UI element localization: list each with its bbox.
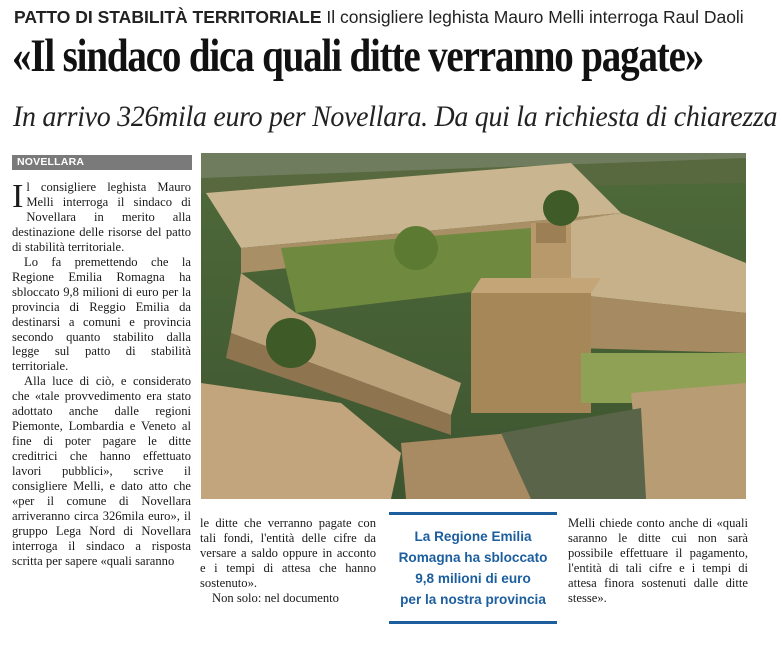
kicker [14,6,774,28]
article-paragraph-1-text: l consigliere leghista Mauro Melli interroga il sindaco di Novellara in merito alla destinazione delle risorse del patto di stabilità territoriale. [12,180,191,254]
article-paragraph-1 [12,180,191,255]
pull-quote-line-3: 9,8 milioni di euro [415,571,531,586]
article-paragraph-3-continued: le ditte che verranno pagate con tali fondi, l'entità delle cifre da versare a saldo oppure in acconto e i tempi di attesa che hanno sostenuto». [200,516,376,590]
article-paragraph-2: Lo fa premettendo che la Regione Emilia Romagna ha sbloccato 9,8 milioni di euro per la provincia di Reggio Emilia da destinarsi a comuni e provincia secondo quanto stabilito dalla legge sul patto di stabilità territoriale. [12,254,191,374]
pull-quote [389,512,557,624]
article-paragraph-5: Melli chiede conto anche di «quali saranno le ditte cui non sarà possibile effettuare il pagamento, l'entità di tali cifre e i tempi di attesa finora sostenuti dalle ditte stesse». [568,516,748,605]
aerial-photo-novellara-castle [201,153,746,499]
article-column-3 [568,516,748,606]
section-rubric: NOVELLARA [12,155,192,170]
pull-quote-line-1: La Regione Emilia [414,529,532,544]
kicker-label: PATTO DI STABILITÀ TERRITORIALE [14,7,322,27]
article-column-2 [200,516,376,606]
pull-quote-line-4: per la nostra provincia [400,592,546,607]
article-paragraph-3: Alla luce di ciò, e considerato che «tale provvedimento era stato adottato anche dalle regioni Piemonte, Lombardia e Veneto al fine di poter pagare le ditte creditrici che hanno effettuato lavori pubblici», scrive il consigliere Melli, e dato atto che «per il comune di Novellara arriveranno circa 326mila euro», il gruppo Lega Nord di Novellara interroga il sindaco a risposta scritta per sapere «quali saranno [12,374,191,568]
kicker-text: Il consigliere leghista Mauro Melli interroga Raul Daoli [326,7,744,27]
dropcap: I [12,178,24,215]
subheadline: In arrivo 326mila euro per Novellara. Da qui la richiesta di chiarezza [13,100,778,133]
castle-photo-illustration [201,153,746,499]
article-column-1 [12,180,191,569]
headline: «Il sindaco dica quali ditte verranno pagate» [12,30,704,82]
pull-quote-line-2: Romagna ha sbloccato [398,550,548,565]
article-paragraph-4: Non solo: nel documento [212,590,339,605]
